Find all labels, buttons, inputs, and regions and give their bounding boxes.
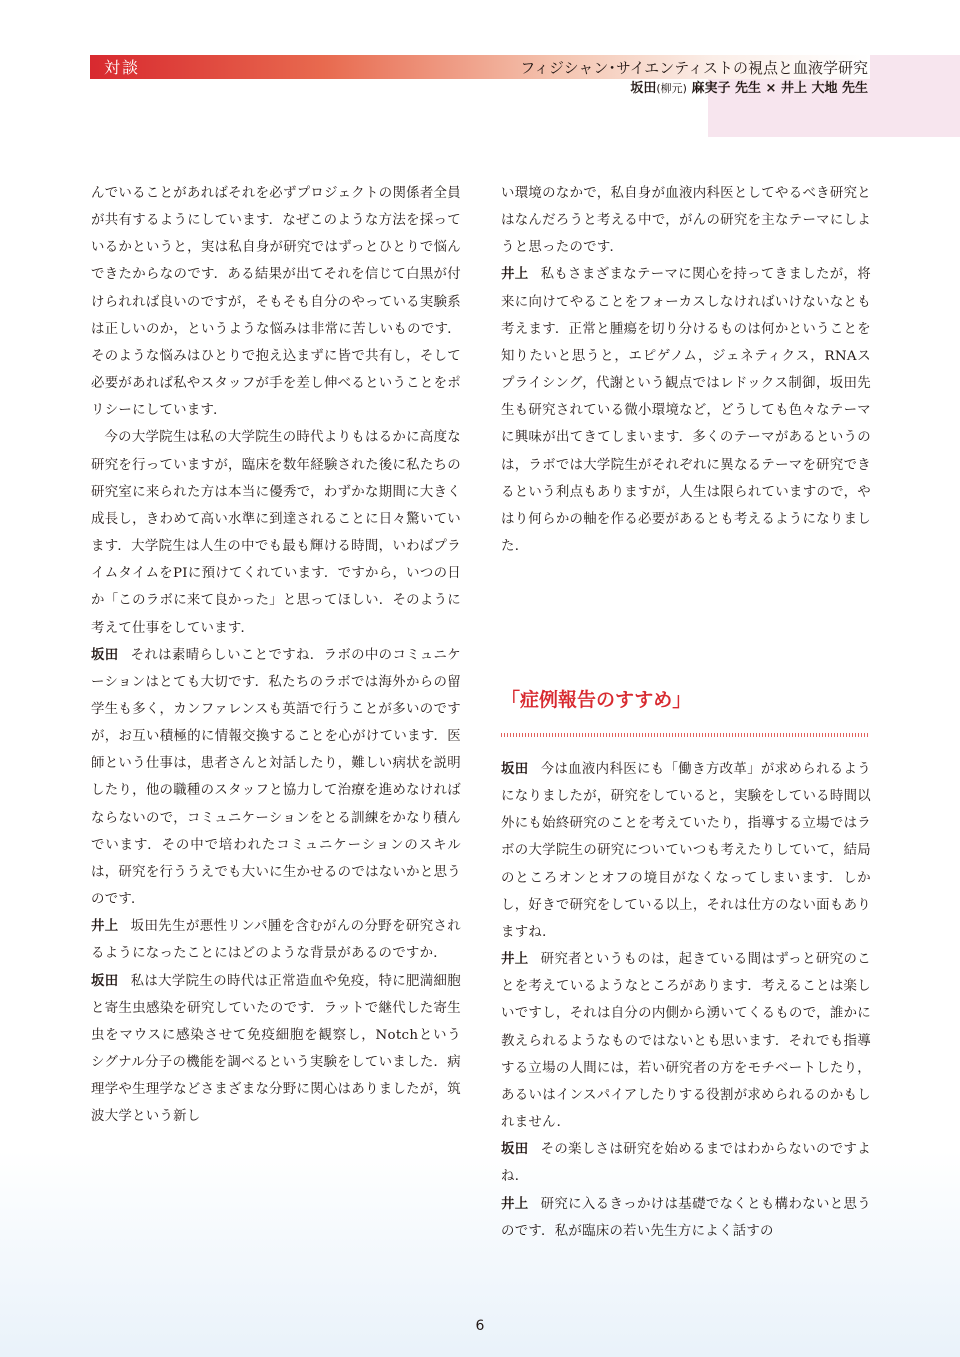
paragraph-text: 研究に入るきっかけは基礎でなくとも構わないと思うのです．私が臨床の若い先生方によく話すの — [501, 1196, 871, 1239]
participant-names: 麻実子 先生 × 井上 大地 先生 — [691, 81, 868, 96]
right-column-bottom — [501, 756, 871, 1245]
speaker-label: 井上 — [501, 1196, 529, 1212]
paragraph-text: んでいることがあればそれを必ずプロジェクトの関係者全員が共有するようにしています．なぜこのような方法を採っているかというと，実は私自身が研究ではずっとひとりで悩んできたからなのです．ある結果が出てそれを信じて白黒が付けられれば良いのですが，そもそも自分のやっている実験系は正しいのか，というような悩みは非常に苦しいものです．そのような悩みはひとりで抱え込まずに皆で共有し，そして必要があれば私やスタッフが手を差し伸べるということをポリシーにしています． — [91, 186, 461, 419]
paragraph-text: 私は大学院生の時代は正常造血や免疫，特に肥満細胞と寄生虫感染を研究していたのです．ラットで継代した寄生虫をマウスに感染させて免疫細胞を観察し，Notchというシグナル分子の機能を調べるという実験をしていました．病理学や生理学などさまざまな分野に関心はありましたが，筑波大学という新し — [91, 973, 461, 1125]
speaker-label: 坂田 — [501, 762, 529, 777]
speaker-label: 井上 — [501, 952, 529, 968]
paragraph — [91, 424, 461, 641]
paragraph — [501, 1191, 871, 1245]
paragraph-text: 研究者というものは，起きている間はずっと研究のことを考えているようなところがあります．考えることは楽しいですし，それは自分の内側から湧いてくるもので，誰かに教えられるようなものではないとも思います．それでも指導する立場の人間には，若い研究者の方をモチベートしたり，あるいはインスパイアしたりする役割が求められるのかもしれません． — [501, 952, 871, 1131]
section-heading: 「症例報告のすすめ」 — [501, 689, 692, 711]
paragraph — [501, 261, 871, 560]
paragraph — [501, 180, 871, 261]
section-tag: 対談 — [104, 58, 141, 77]
participant-name-prefix: 坂田 — [630, 81, 657, 96]
section-divider — [501, 733, 868, 737]
page-number: 6 — [475, 1318, 485, 1334]
paragraph — [91, 180, 461, 424]
paragraph-text: その楽しさは研究を始めるまではわからないのですよね． — [501, 1142, 871, 1185]
paragraph — [501, 1136, 871, 1190]
paragraph — [501, 946, 871, 1136]
participant-name-paren: (柳元) — [656, 82, 687, 95]
paragraph-text: 今は血液内科医にも「働き方改革」が求められるようになりましたが，研究をしていると，実験をしている時間以外にも始終研究のことを考えていたり，指導する立場ではラボの大学院生の研究についていつも考えたりしていて，結局のところオンとオフの境目がなくなってしまいます．しかし，好きで研究をしている以上，それは仕方のない面もありますね． — [501, 762, 871, 940]
paragraph-text: い環境のなかで，私自身が血液内科医としてやるべき研究とはなんだろうと考える中で，がんの研究を主なテーマにしようと思ったのです． — [501, 186, 871, 256]
speaker-label: 井上 — [501, 267, 529, 283]
article-title: フィジシャン･サイエンティストの視点と血液学研究 — [520, 59, 868, 77]
paragraph — [501, 756, 871, 946]
paragraph — [91, 642, 461, 914]
paragraph — [91, 913, 461, 967]
paragraph-text: 坂田先生が悪性リンパ腫を含むがんの分野を研究されるようになったことにはどのような背景があるのですか． — [91, 919, 461, 962]
paragraph-text: 私もさまざまなテーマに関心を持ってきましたが，将来に向けてやることをフォーカスしなければいけないなとも考えます．正常と腫瘍を切り分けるものは何かということを知りたいと思うと，エピゲノム，ジェネティクス，RNAスプライシング，代謝という観点ではレドックス制御，坂田先生も研究されている微小環境など，どうしても色々なテーマに興味が出てきてしまいます．多くのテーマがあるというのは，ラボでは大学院生がそれぞれに異なるテーマを研究できるという利点もありますが，人生は限られていますので，やはり何らかの軸を作る必要があるとも考えるようになりました． — [501, 267, 871, 555]
paragraph-text: 今の大学院生は私の大学院生の時代よりもはるかに高度な研究を行っていますが，臨床を数年経験された後に私たちの研究室に来られた方は本当に優秀で，わずかな期間に大きく成長し，きわめて高い水準に到達されることに日々驚いています．大学院生は人生の中でも最も輝ける時間，いわばプライムタイムをPIに預けてくれています．ですから，いつの日か「このラボに来て良かった」と思ってほしい．そのように考えて仕事をしています． — [91, 430, 461, 636]
speaker-label: 坂田 — [91, 973, 119, 989]
speaker-label: 井上 — [91, 919, 119, 935]
left-column — [91, 180, 461, 1130]
speaker-label: 坂田 — [91, 647, 119, 663]
speaker-label: 坂田 — [501, 1142, 529, 1158]
paragraph — [91, 968, 461, 1131]
article-participants — [630, 80, 868, 98]
right-column-top — [501, 180, 871, 560]
paragraph-text: それは素晴らしいことですね．ラボの中のコミュニケーションはとても大切です．私たちのラボでは海外からの留学生も多く，カンファレンスも英語で行うことが多いのですが，お互い積極的に情報交換することを心がけています．医師という仕事は，患者さんと対話したり，難しい病状を説明したり，他の職種のスタッフと協力して治療を進めなければならないので，コミュニケーションをとる訓練をかなり積んでいます．その中で培われたコミュニケーションのスキルは，研究を行ううえでも大いに生かせるのではないかと思うのです． — [91, 647, 461, 908]
